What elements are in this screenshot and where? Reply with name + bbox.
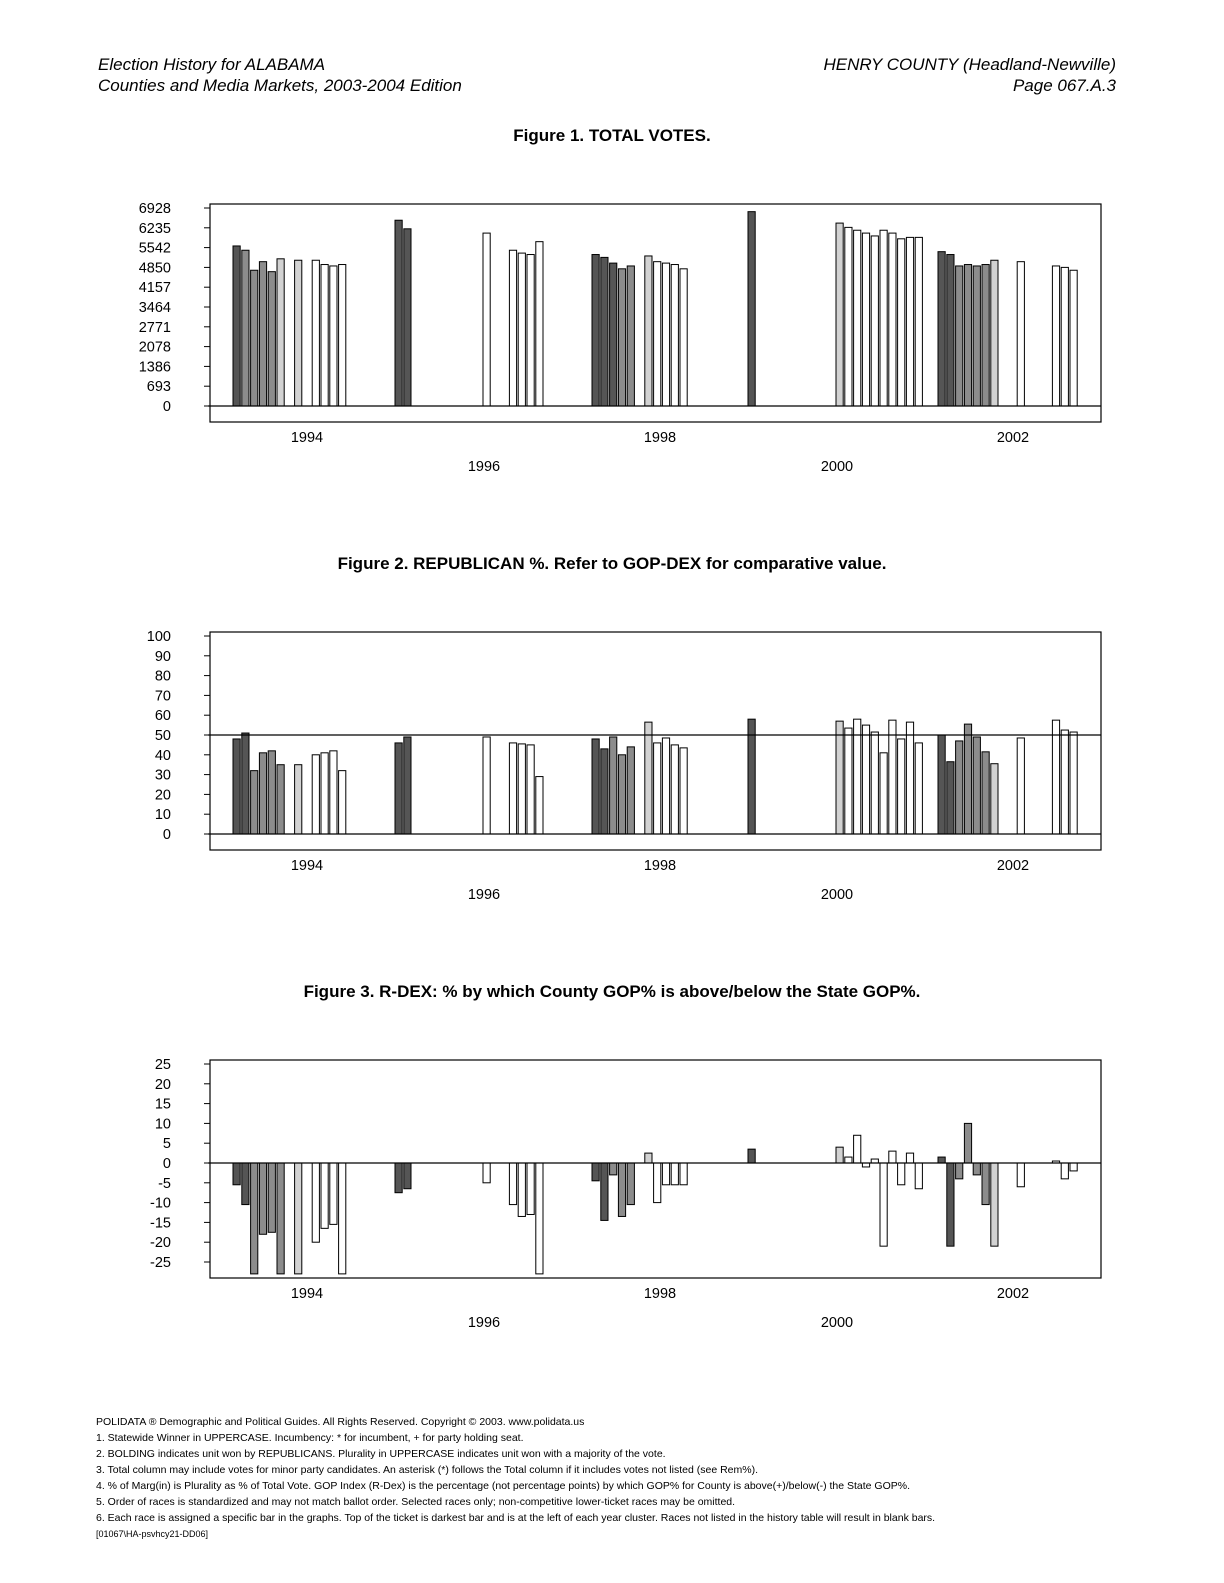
x-label-2000: 2000 bbox=[820, 459, 854, 475]
y-tick-label: 6928 bbox=[138, 201, 171, 217]
bar-1998-2 bbox=[601, 257, 608, 406]
y-tick-label: 2771 bbox=[138, 319, 171, 336]
bar-2002-4 bbox=[964, 265, 971, 406]
bar-1998-4 bbox=[618, 755, 625, 834]
bar-1998-2 bbox=[601, 1163, 608, 1220]
y-tick-label: 10 bbox=[154, 807, 171, 824]
bar-1994-4 bbox=[259, 1163, 266, 1234]
footnote-4: 4. % of Marg(in) is Plurality as % of Total Vote. GOP Index (R-Dex) is the percentage (not percentage points) by which GOP% for County is above(+)/below(-) the State GOP%. bbox=[96, 1480, 911, 1492]
y-tick-label: 60 bbox=[154, 708, 171, 725]
bar-1994-1 bbox=[233, 739, 240, 834]
bar-2000-15 bbox=[871, 732, 878, 834]
bar-1998-1 bbox=[592, 739, 599, 834]
bar-2002-4 bbox=[964, 724, 971, 834]
bar-2000-11 bbox=[836, 223, 843, 406]
header-left bbox=[98, 54, 462, 96]
bar-2002-16 bbox=[1070, 270, 1077, 406]
bar-1994-1 bbox=[233, 1163, 240, 1185]
bar-2000-14 bbox=[862, 725, 869, 834]
bar-2002-14 bbox=[1052, 720, 1059, 834]
bar-1994-10 bbox=[312, 1163, 319, 1242]
bar-1994-6 bbox=[277, 765, 284, 834]
bar-2002-7 bbox=[991, 764, 998, 834]
footnote-3: 3. Total column may include votes for minor party candidates. An asterisk (*) follows the Total column if it includes votes not listed (see Rem%). bbox=[96, 1464, 758, 1476]
bar-2002-3 bbox=[956, 266, 963, 406]
bar-2000-19 bbox=[906, 1153, 913, 1163]
bar-1998-8 bbox=[654, 743, 661, 834]
bar-2000-1 bbox=[748, 212, 755, 406]
bar-2002-6 bbox=[982, 752, 989, 834]
bar-1998-7 bbox=[645, 722, 652, 834]
document-code: [01067\HA-psvhcy21-DD06] bbox=[96, 1529, 209, 1539]
y-tick-label: 40 bbox=[154, 747, 171, 764]
bar-2000-12 bbox=[845, 227, 852, 406]
bar-1996-11 bbox=[483, 737, 490, 834]
bar-1994-13 bbox=[339, 265, 346, 406]
bar-1994-13 bbox=[339, 771, 346, 834]
x-label-1998: 1998 bbox=[643, 858, 677, 874]
bar-2000-17 bbox=[889, 233, 896, 406]
bar-2000-19 bbox=[906, 722, 913, 834]
bar-2000-1 bbox=[748, 719, 755, 834]
y-tick-label: -15 bbox=[150, 1215, 171, 1232]
y-tick-label: -5 bbox=[158, 1175, 171, 1192]
county-name: HENRY COUNTY (Headland-Newville) bbox=[823, 55, 1116, 74]
y-tick-label: 6235 bbox=[138, 220, 171, 237]
x-label-2002: 2002 bbox=[996, 1286, 1030, 1302]
bar-1998-11 bbox=[680, 1163, 687, 1185]
x-label-1996: 1996 bbox=[467, 459, 501, 475]
bar-2000-11 bbox=[836, 1147, 843, 1163]
bar-2000-13 bbox=[854, 230, 861, 406]
footnote-5: 5. Order of races is standardized and may not match ballot order. Selected races only; non-competitive lower-ticket races may be omitted. bbox=[96, 1496, 736, 1508]
y-tick-label: 30 bbox=[154, 767, 171, 784]
bar-1994-5 bbox=[268, 751, 275, 834]
y-tick-label: -25 bbox=[150, 1255, 171, 1271]
bar-2002-6 bbox=[982, 1163, 989, 1205]
bar-2000-1 bbox=[748, 1149, 755, 1163]
header-right bbox=[823, 54, 1116, 96]
report-title: Election History for ALABAMA bbox=[98, 55, 326, 74]
bar-2002-16 bbox=[1070, 732, 1077, 834]
bar-1994-3 bbox=[251, 270, 258, 406]
bar-1996-14 bbox=[509, 1163, 516, 1205]
bar-2002-2 bbox=[947, 1163, 954, 1246]
bar-1994-6 bbox=[277, 1163, 284, 1274]
bar-2002-10 bbox=[1017, 738, 1024, 834]
bar-2000-15 bbox=[871, 236, 878, 406]
bar-1996-15 bbox=[518, 744, 525, 834]
bar-2002-15 bbox=[1061, 730, 1068, 834]
bar-2002-15 bbox=[1061, 1163, 1068, 1179]
bar-2002-7 bbox=[991, 1163, 998, 1246]
x-label-1994: 1994 bbox=[290, 858, 324, 874]
bar-2000-19 bbox=[906, 237, 913, 406]
bar-2002-6 bbox=[982, 265, 989, 406]
bar-1998-9 bbox=[662, 1163, 669, 1185]
bar-1994-12 bbox=[330, 751, 337, 834]
bar-1998-7 bbox=[645, 1153, 652, 1163]
bar-1996-16 bbox=[527, 745, 534, 834]
y-tick-label: 90 bbox=[154, 648, 171, 665]
bar-1998-8 bbox=[654, 262, 661, 406]
bar-1994-2 bbox=[242, 1163, 249, 1205]
bar-1994-4 bbox=[259, 262, 266, 406]
x-label-2000: 2000 bbox=[820, 887, 854, 903]
y-tick-label: 0 bbox=[162, 1156, 171, 1172]
bar-1998-4 bbox=[618, 1163, 625, 1216]
bar-1994-12 bbox=[330, 1163, 337, 1224]
bar-1998-3 bbox=[610, 737, 617, 834]
bar-1998-7 bbox=[645, 256, 652, 406]
bar-1998-5 bbox=[627, 1163, 634, 1205]
bar-1994-5 bbox=[268, 1163, 275, 1232]
bar-1996-17 bbox=[536, 1163, 543, 1274]
bar-1998-9 bbox=[662, 738, 669, 834]
bar-1998-4 bbox=[618, 269, 625, 406]
bar-1994-10 bbox=[312, 260, 319, 406]
figure-2-chart bbox=[0, 618, 1224, 918]
footnote-6: 6. Each race is assigned a specific bar in the graphs. Top of the ticket is darkest bar and is at the left of each year cluster. Races not listed in the history table will result in blank bars. bbox=[96, 1512, 936, 1524]
bar-2002-16 bbox=[1070, 1163, 1077, 1171]
y-tick-label: 50 bbox=[154, 728, 171, 744]
bar-2002-5 bbox=[973, 737, 980, 834]
y-tick-label: 5542 bbox=[138, 240, 171, 257]
bar-1994-6 bbox=[277, 259, 284, 406]
bar-2002-1 bbox=[938, 735, 945, 834]
bar-1994-11 bbox=[321, 1163, 328, 1228]
y-tick-label: 3464 bbox=[138, 300, 171, 316]
bar-2002-3 bbox=[956, 741, 963, 834]
bar-1998-8 bbox=[654, 1163, 661, 1203]
bar-1996-1 bbox=[395, 743, 402, 834]
page-number: Page 067.A.3 bbox=[1012, 76, 1116, 95]
bar-1998-1 bbox=[592, 255, 599, 406]
y-tick-label: 0 bbox=[162, 399, 171, 415]
x-label-2000: 2000 bbox=[820, 1315, 854, 1331]
bar-2000-16 bbox=[880, 753, 887, 834]
x-label-1996: 1996 bbox=[467, 1315, 501, 1331]
bar-1998-11 bbox=[680, 748, 687, 834]
footnote-2: 2. BOLDING indicates unit won by REPUBLICANS. Plurality in UPPERCASE indicates unit won with a majority of the vote. bbox=[96, 1448, 666, 1460]
bar-2002-2 bbox=[947, 762, 954, 834]
bar-1996-15 bbox=[518, 1163, 525, 1216]
bar-1998-10 bbox=[671, 745, 678, 834]
bar-2000-18 bbox=[898, 739, 905, 834]
bar-2000-14 bbox=[862, 233, 869, 406]
x-label-1996: 1996 bbox=[467, 887, 501, 903]
figure-1-title: Figure 1. TOTAL VOTES. bbox=[513, 126, 711, 145]
figure-1-chart bbox=[0, 190, 1224, 490]
bar-2002-2 bbox=[947, 255, 954, 406]
bar-2002-4 bbox=[964, 1123, 971, 1163]
y-tick-label: 0 bbox=[162, 827, 171, 843]
bar-1998-5 bbox=[627, 266, 634, 406]
x-label-1994: 1994 bbox=[290, 1286, 324, 1302]
bar-1996-14 bbox=[509, 743, 516, 834]
bar-2000-20 bbox=[915, 237, 922, 406]
bar-1996-16 bbox=[527, 1163, 534, 1214]
bar-1994-13 bbox=[339, 1163, 346, 1274]
footer-notes bbox=[96, 1414, 935, 1542]
bar-1994-10 bbox=[312, 755, 319, 834]
bar-1996-16 bbox=[527, 255, 534, 406]
y-tick-label: -20 bbox=[150, 1235, 171, 1252]
bar-1994-12 bbox=[330, 266, 337, 406]
bar-1996-17 bbox=[536, 242, 543, 406]
bar-1994-8 bbox=[295, 1163, 302, 1274]
bar-2000-18 bbox=[898, 1163, 905, 1185]
y-tick-label: 1386 bbox=[138, 359, 171, 376]
bar-1996-1 bbox=[395, 1163, 402, 1193]
bar-2000-13 bbox=[854, 719, 861, 834]
bar-2002-5 bbox=[973, 266, 980, 406]
bar-2000-11 bbox=[836, 721, 843, 834]
y-tick-label: 70 bbox=[154, 688, 171, 705]
bar-2000-20 bbox=[915, 1163, 922, 1189]
bar-1994-2 bbox=[242, 733, 249, 834]
bar-1996-15 bbox=[518, 253, 525, 406]
bar-2002-14 bbox=[1052, 266, 1059, 406]
bar-2000-17 bbox=[889, 720, 896, 834]
bar-1994-4 bbox=[259, 753, 266, 834]
y-tick-label: 4157 bbox=[138, 280, 171, 297]
copyright-line: POLIDATA ® Demographic and Political Guides. All Rights Reserved. Copyright © 2003. www.polidata.us bbox=[96, 1416, 585, 1428]
x-label-2002: 2002 bbox=[996, 430, 1030, 446]
bar-2002-1 bbox=[938, 1157, 945, 1163]
y-tick-label: 20 bbox=[154, 1076, 171, 1093]
bar-1994-8 bbox=[295, 260, 302, 406]
figure-3-chart bbox=[0, 1046, 1224, 1346]
figure-2-title: Figure 2. REPUBLICAN %. Refer to GOP-DEX for comparative value. bbox=[337, 554, 887, 573]
y-tick-label: 20 bbox=[154, 787, 171, 804]
bar-1998-2 bbox=[601, 749, 608, 834]
bar-1996-2 bbox=[404, 1163, 411, 1189]
y-tick-label: 4850 bbox=[138, 260, 171, 277]
bar-1994-3 bbox=[251, 771, 258, 834]
y-tick-label: 25 bbox=[154, 1057, 171, 1073]
y-tick-label: 5 bbox=[162, 1136, 171, 1153]
bar-2002-7 bbox=[991, 260, 998, 406]
bar-2000-17 bbox=[889, 1151, 896, 1163]
report-edition: Counties and Media Markets, 2003-2004 Edition bbox=[98, 76, 462, 95]
bar-1996-2 bbox=[404, 229, 411, 406]
y-tick-label: 693 bbox=[146, 379, 171, 396]
bar-1994-1 bbox=[233, 246, 240, 406]
y-tick-label: 100 bbox=[146, 629, 171, 645]
y-tick-label: -10 bbox=[150, 1195, 171, 1212]
bar-1994-3 bbox=[251, 1163, 258, 1274]
bar-1996-14 bbox=[509, 250, 516, 406]
bar-1994-5 bbox=[268, 272, 275, 406]
bar-2000-20 bbox=[915, 743, 922, 834]
bar-1998-3 bbox=[610, 1163, 617, 1175]
bar-1996-1 bbox=[395, 220, 402, 406]
y-tick-label: 10 bbox=[154, 1116, 171, 1133]
bar-1998-3 bbox=[610, 263, 617, 406]
bar-1996-11 bbox=[483, 1163, 490, 1183]
bar-1994-8 bbox=[295, 765, 302, 834]
bar-2002-5 bbox=[973, 1163, 980, 1175]
bar-2000-18 bbox=[898, 239, 905, 406]
bar-1998-9 bbox=[662, 263, 669, 406]
bar-2002-10 bbox=[1017, 262, 1024, 406]
x-label-2002: 2002 bbox=[996, 858, 1030, 874]
bar-1998-10 bbox=[671, 265, 678, 406]
x-label-1994: 1994 bbox=[290, 430, 324, 446]
bar-2000-12 bbox=[845, 1157, 852, 1163]
bar-2002-1 bbox=[938, 252, 945, 406]
bar-2002-10 bbox=[1017, 1163, 1024, 1187]
bar-2000-16 bbox=[880, 1163, 887, 1246]
footnote-1: 1. Statewide Winner in UPPERCASE. Incumbency: * for incumbent, + for party holding seat. bbox=[96, 1432, 524, 1444]
bar-1998-5 bbox=[627, 747, 634, 834]
bar-1994-11 bbox=[321, 753, 328, 834]
bar-1994-11 bbox=[321, 265, 328, 406]
bar-1998-1 bbox=[592, 1163, 599, 1181]
bar-1998-10 bbox=[671, 1163, 678, 1185]
y-tick-label: 15 bbox=[154, 1096, 171, 1113]
bar-2000-12 bbox=[845, 728, 852, 834]
bar-1996-11 bbox=[483, 233, 490, 406]
bar-1994-2 bbox=[242, 250, 249, 406]
bar-2000-13 bbox=[854, 1135, 861, 1163]
figure-3-title: Figure 3. R-DEX: % by which County GOP% is above/below the State GOP%. bbox=[303, 982, 921, 1001]
y-tick-label: 2078 bbox=[138, 339, 171, 356]
bar-1996-2 bbox=[404, 737, 411, 834]
bar-2002-3 bbox=[956, 1163, 963, 1179]
x-label-1998: 1998 bbox=[643, 1286, 677, 1302]
bar-1998-11 bbox=[680, 269, 687, 406]
bar-2002-15 bbox=[1061, 267, 1068, 406]
bar-1996-17 bbox=[536, 777, 543, 834]
bar-2000-16 bbox=[880, 230, 887, 406]
x-label-1998: 1998 bbox=[643, 430, 677, 446]
y-tick-label: 80 bbox=[154, 668, 171, 685]
